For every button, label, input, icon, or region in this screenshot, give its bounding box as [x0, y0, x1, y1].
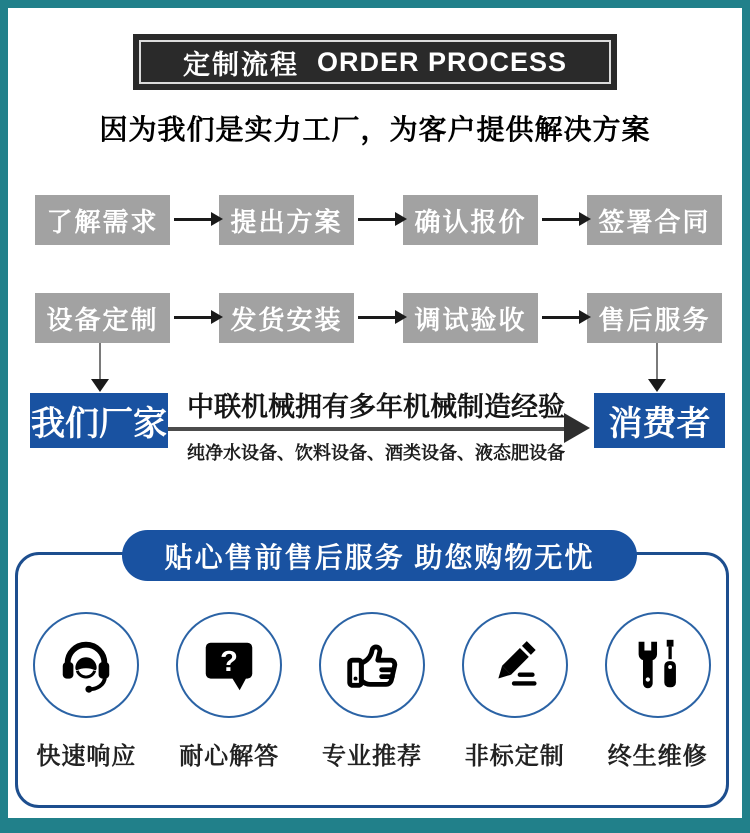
service-item-lifetime-repair [586, 612, 729, 771]
svg-text:?: ? [220, 645, 239, 678]
factory-to-consumer-arrow-shaft [168, 427, 568, 431]
arrow-down-icon [99, 343, 101, 380]
service-item-label: 快速响应 [36, 743, 137, 770]
flow-step-debug-accept: 调试验收 [403, 293, 538, 343]
service-item-label: 耐心解答 [179, 743, 280, 770]
service-items-row [15, 612, 729, 771]
arrow-right-icon [174, 316, 212, 319]
product-categories-text: 纯净水设备、饮料设备、酒类设备、液态肥设备 [187, 443, 565, 463]
consumer-box: 消费者 [594, 393, 725, 448]
service-header-pill [122, 530, 637, 581]
arrow-right-icon [358, 316, 396, 319]
service-icon-circle [176, 612, 282, 718]
flow-step-confirm-quote: 确认报价 [403, 195, 538, 245]
thumbs-up-icon [341, 634, 403, 696]
arrow-right-icon [174, 218, 212, 221]
flow-step-understand-needs: 了解需求 [35, 195, 170, 245]
service-icon-circle [605, 612, 711, 718]
tools-icon [627, 634, 689, 696]
service-item-label: 终生维修 [607, 743, 708, 770]
service-icon-circle [319, 612, 425, 718]
banner-inner-frame [139, 40, 611, 84]
service-item-fast-response [15, 612, 158, 771]
service-item-pro-recommendation [301, 612, 444, 771]
service-item-custom-design [443, 612, 586, 771]
flow-step-equipment-custom: 设备定制 [35, 293, 170, 343]
service-icon-circle [33, 612, 139, 718]
flow-step-after-sales: 售后服务 [587, 293, 722, 343]
arrow-right-icon [542, 218, 580, 221]
service-icon-circle [462, 612, 568, 718]
service-item-label: 专业推荐 [321, 743, 422, 770]
headset-agent-icon [55, 634, 117, 696]
service-item-patient-answers [158, 612, 301, 771]
question-bubble-icon [198, 634, 260, 696]
flow-step-ship-install: 发货安装 [219, 293, 354, 343]
factory-box: 我们厂家 [30, 393, 168, 448]
flow-step-propose-plan: 提出方案 [219, 195, 354, 245]
experience-slogan: 中联机械拥有多年机械制造经验 [187, 392, 565, 422]
arrow-down-icon [656, 343, 658, 380]
service-header-text: 贴心售前售后服务 助您购物无忧 [164, 541, 595, 573]
section-title-banner [133, 34, 617, 90]
flow-step-sign-contract: 签署合同 [587, 195, 722, 245]
arrow-right-icon [542, 316, 580, 319]
arrow-right-icon [358, 218, 396, 221]
factory-subtitle: 因为我们是实力工厂，为客户提供解决方案 [99, 114, 651, 145]
banner-title-en: ORDER PROCESS [316, 46, 568, 77]
banner-title-zh: 定制流程 [182, 49, 299, 80]
service-item-label: 非标定制 [464, 743, 565, 770]
pencil-icon [484, 634, 546, 696]
